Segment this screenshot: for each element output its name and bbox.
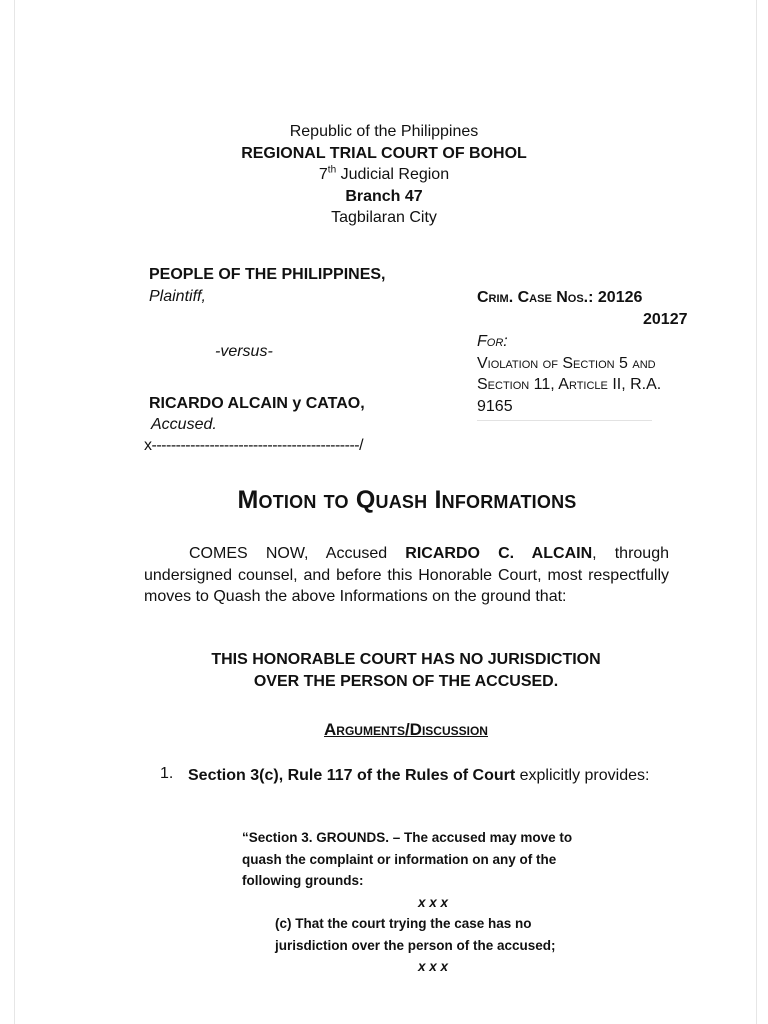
rule-quotation: “Section 3. GROUNDS. – The accused may move to quash the complaint or information on any of the following grounds: x x x (c) That the court trying the case has no jurisdiction over the person of the accused; x x x (242, 827, 622, 978)
case-info (477, 287, 707, 417)
accused-role: Accused. (151, 416, 217, 433)
branch-line: Branch 47 (345, 187, 423, 205)
ellipsis-marker: x x x (417, 894, 449, 910)
violation-line-2: Section 11, Article II, R.A. (477, 376, 662, 393)
list-item-number: 1. (160, 765, 174, 782)
violation-line-1: Violation of Section 5 and (477, 354, 656, 372)
accused-full-name: RICARDO C. ALCAIN (405, 545, 593, 562)
court-name: REGIONAL TRIAL COURT OF BOHOL (241, 144, 527, 162)
ellipsis-marker: x x x (417, 959, 449, 974)
republic-line: Republic of the Philippines (289, 123, 479, 140)
accused-name: RICARDO ALCAIN y CATAO, (149, 395, 365, 412)
versus-label: -versus- (215, 343, 273, 360)
list-item-text: Section 3(c), Rule 117 of the Rules of Court explicitly provides: (188, 767, 650, 784)
case-caption-parties (149, 264, 449, 307)
plaintiff-role: Plaintiff, (149, 287, 206, 305)
case-info-rule (477, 420, 652, 421)
judicial-region: 7th Judicial Region (318, 164, 450, 183)
plaintiff-name: PEOPLE OF THE PHILIPPINES, (149, 266, 386, 283)
document-title: Motion to Quash Informations (237, 486, 577, 514)
case-numbers-line: Crim. Case Nos.: 20126 (477, 289, 643, 306)
arguments-heading: Arguments/Discussion (324, 720, 488, 739)
city-line: Tagbilaran City (331, 209, 437, 226)
for-label: For: (477, 333, 508, 350)
ground-statement: THIS HONORABLE COURT HAS NO JURISDICTION OVER THE PERSON OF THE ACCUSED. (211, 651, 601, 690)
violation-line-3: 9165 (477, 397, 513, 415)
court-header (0, 121, 768, 229)
caption-separator: x-------------------------------------------/ (144, 437, 364, 454)
intro-paragraph: COMES NOW, Accused RICARDO C. ALCAIN, through undersigned counsel, and before this Honorable Court, most respectfully moves to Quash the above Informations on the ground that: (144, 545, 669, 606)
case-number-2: 20127 (643, 310, 688, 328)
